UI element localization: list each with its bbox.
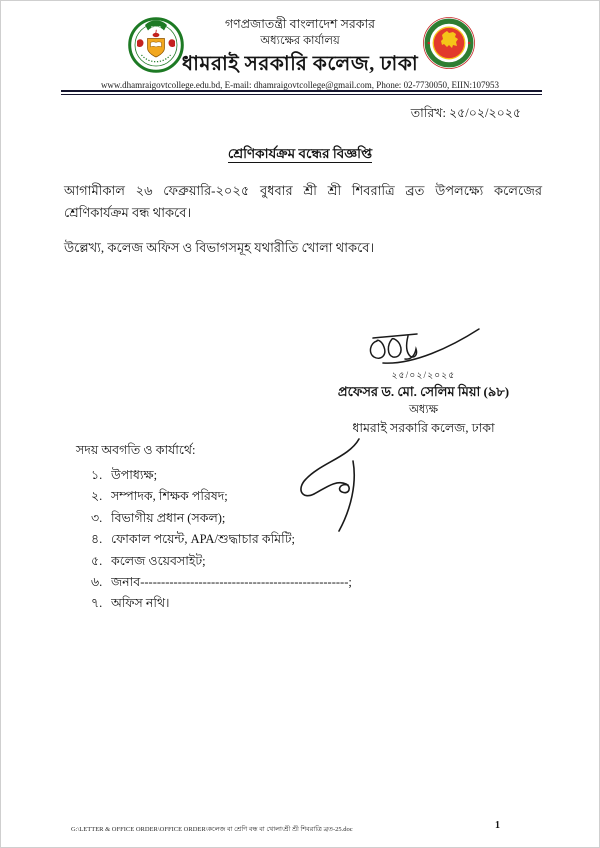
- list-item: [91, 574, 539, 595]
- list-item-number: ৬.: [91, 574, 103, 589]
- college-seal-icon: [128, 17, 184, 73]
- list-item-label: অফিস নথি।: [111, 596, 170, 611]
- notice-title-text: শ্রেণিকার্যক্রম বন্ধের বিজ্ঞপ্তি: [227, 146, 373, 161]
- svg-text:ধাসক: ধাসক: [151, 25, 161, 30]
- list-item: [91, 595, 539, 616]
- signature-block: [306, 325, 541, 436]
- office-line: অধ্যক্ষের কার্যালয়: [260, 35, 340, 47]
- list-item-number: ২.: [91, 489, 103, 504]
- list-item-label: জনাব--------------------------------------------------;: [111, 574, 352, 589]
- letterhead: [1, 16, 599, 91]
- principal-name: প্রফেসর ড. মো. সেলিম মিয়া (৯৮): [337, 384, 510, 399]
- body-paragraph-2: উল্লেখ্য, কলেজ অফিস ও বিভাগসমূহ যথারীতি খোলা থাকবে।: [64, 240, 375, 255]
- date-line: তারিখ: ২৫/০২/২০২৫: [410, 106, 521, 120]
- bangladesh-government-seal-icon: [422, 16, 476, 70]
- list-item-label: বিভাগীয় প্রধান (সকল);: [111, 510, 226, 525]
- list-item-label: সম্পাদক, শিক্ষক পরিষদ;: [111, 489, 228, 504]
- list-item-number: ৭.: [91, 596, 103, 611]
- list-item: [91, 531, 539, 552]
- body-paragraph-1: আগামীকাল ২৬ ফেব্রুয়ারি-২০২৫ বুধবার শ্রী শ্রী শিবরাত্রি ব্রত উপলক্ষ্যে কলেজের শ্রেণিকার্যক্রম বন্ধ থাকবে।: [64, 183, 542, 220]
- list-item-number: ৩.: [91, 510, 103, 525]
- government-seal-graphic: [422, 16, 476, 70]
- government-line: গণপ্রজাতন্ত্রী বাংলাদেশ সরকার: [224, 17, 376, 31]
- principal-signature-icon: [365, 325, 483, 369]
- contact-line: www.dhamraigovtcollege.edu.bd, E-mail: dhamraigovtcollege@gmail.com, Phone: 02-7730050, EIIN:107953: [100, 80, 500, 90]
- principal-organization: ধামরাই সরকারি কলেজ, ঢাকা: [352, 421, 495, 435]
- list-item-label: কলেজ ওয়েবসাইট;: [111, 553, 206, 568]
- list-item-number: ৪.: [91, 532, 103, 547]
- signature-date: ২৫/০২/২০২৫: [391, 370, 456, 380]
- notice-title: [1, 143, 599, 166]
- header-divider: [61, 90, 542, 95]
- list-item-label: ফোকাল পয়েন্ট, APA/শুদ্ধাচার কমিটি;: [111, 532, 295, 547]
- college-name: ধামরাই সরকারি কলেজ, ঢাকা: [181, 53, 419, 75]
- distribution-heading: সদয় অবগতি ও কার্যার্থে:: [76, 443, 196, 457]
- footer-file-path: G:\LETTER & OFFICE ORDER\OFFICE ORDER\কলেজ বা শ্রেণি বন্ধ বা খোলা\শ্রী শ্রী শিবরাত্রি ব্রত-25.doc: [71, 826, 353, 833]
- handwritten-initial-icon: [293, 437, 381, 533]
- list-item-number: ৫.: [91, 553, 103, 568]
- list-item-label: উপাধ্যক্ষ;: [111, 468, 158, 482]
- list-item: [91, 553, 539, 574]
- college-seal-graphic: [128, 17, 184, 73]
- principal-designation: অধ্যক্ষ: [408, 404, 439, 416]
- footer-page-number: 1: [495, 820, 500, 831]
- list-item-number: ১.: [91, 468, 103, 482]
